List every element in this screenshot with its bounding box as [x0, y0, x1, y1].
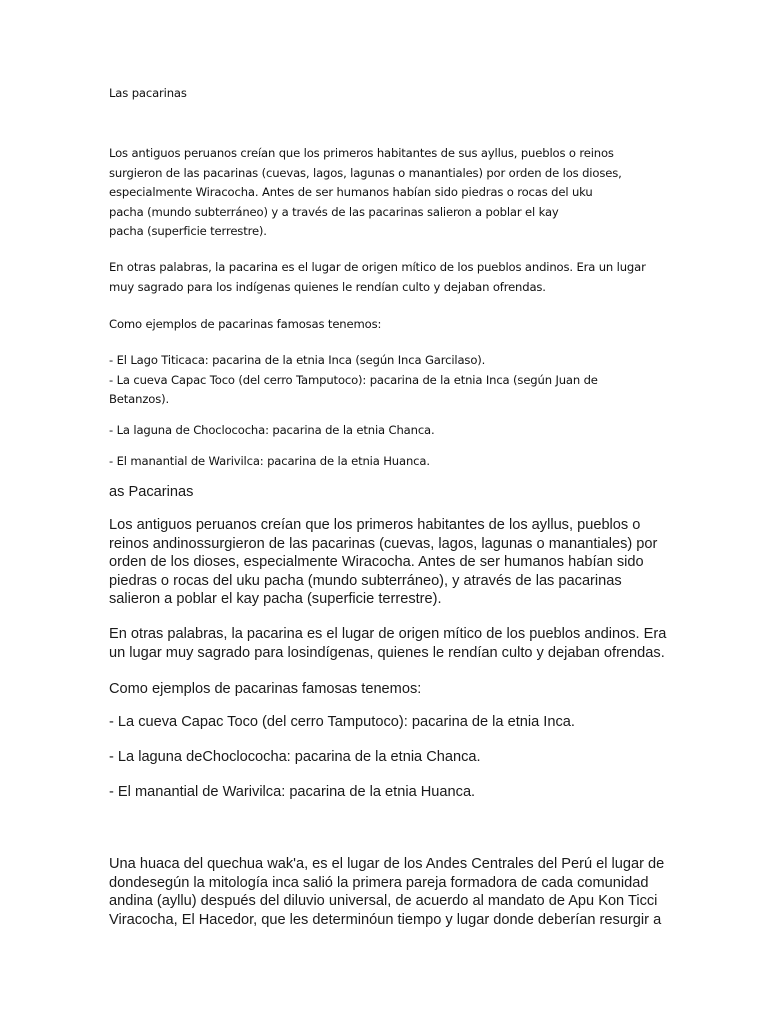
text-line: dondesegún la mitología inca salió la primera pareja formadora de cada comunidad: [109, 874, 649, 891]
section2-paragraph-2: [109, 625, 669, 662]
text-line: Viracocha, El Hacedor, que les determinóun tiempo y lugar donde deberían resurgir a: [109, 911, 662, 928]
text-line: orden de los dioses, especialmente Wiracocha. Antes de ser humanos habían sido: [109, 554, 644, 570]
list-item: - La laguna deChoclococha: pacarina de la etnia Chanca.: [109, 749, 481, 765]
section1-list: [109, 351, 649, 410]
section1-paragraph-1: [109, 144, 649, 242]
section2-title: as Pacarinas: [109, 484, 194, 500]
list-item: Betanzos).: [109, 392, 170, 406]
list-item: - La cueva Capac Toco (del cerro Tamputoco): pacarina de la etnia Inca.: [109, 714, 575, 730]
text-line: En otras palabras, la pacarina es el lugar de origen mítico de los pueblos andinos. Era: [109, 626, 667, 642]
text-line: Los antiguos peruanos creían que los primeros habitantes de los ayllus, pueblos o: [109, 517, 641, 533]
text-line: pacha (mundo subterráneo) y a través de las pacarinas salieron a poblar el kay: [109, 204, 559, 219]
list-item: - La cueva Capac Toco (del cerro Tamputoco): pacarina de la etnia Inca (según Juan de: [109, 372, 598, 387]
section1-paragraph-3: Como ejemplos de pacarinas famosas tenemos:: [109, 317, 382, 331]
text-line: un lugar muy sagrado para losindígenas, quienes le rendían culto y dejaban ofrendas.: [109, 644, 665, 661]
text-line: En otras palabras, la pacarina es el lugar de origen mítico de los pueblos andinos. Era un lugar: [109, 260, 646, 274]
text-line: surgieron de las pacarinas (cuevas, lagos, lagunas o manantiales) por orden de los dioses,: [109, 165, 622, 180]
section2-paragraph-1: [109, 516, 669, 609]
text-line: reinos andinossurgieron de las pacarinas (cuevas, lagos, lagunas o manantiales) por: [109, 535, 658, 552]
section1-paragraph-2: [109, 258, 649, 297]
text-line: salieron a poblar el kay pacha (superficie terrestre).: [109, 591, 442, 607]
section2-paragraph-3: Como ejemplos de pacarinas famosas tenemos:: [109, 681, 422, 697]
text-line: Los antiguos peruanos creían que los primeros habitantes de sus ayllus, pueblos o reinos: [109, 146, 614, 160]
list-item: - El manantial de Warivilca: pacarina de la etnia Huanca.: [109, 454, 430, 468]
section2-paragraph-4: [109, 855, 669, 929]
text-line: Una huaca del quechua wak'a, es el lugar de los Andes Centrales del Perú el lugar de: [109, 856, 665, 872]
text-line: muy sagrado para los indígenas quienes le rendían culto y dejaban ofrendas.: [109, 279, 546, 294]
list-item: - La laguna de Choclococha: pacarina de la etnia Chanca.: [109, 423, 435, 437]
text-line: pacha (superficie terrestre).: [109, 224, 267, 238]
list-item: - El manantial de Warivilca: pacarina de la etnia Huanca.: [109, 784, 476, 800]
list-item: - El Lago Titicaca: pacarina de la etnia Inca (según Inca Garcilaso).: [109, 353, 486, 367]
text-line: andina (ayllu) después del diluvio universal, de acuerdo al mandato de Apu Kon Ticci: [109, 893, 658, 909]
text-line: piedras o rocas del uku pacha (mundo subterráneo), y através de las pacarinas: [109, 572, 622, 589]
section1-title: Las pacarinas: [109, 86, 187, 100]
text-line: especialmente Wiracocha. Antes de ser humanos habían sido piedras o rocas del uku: [109, 185, 593, 199]
